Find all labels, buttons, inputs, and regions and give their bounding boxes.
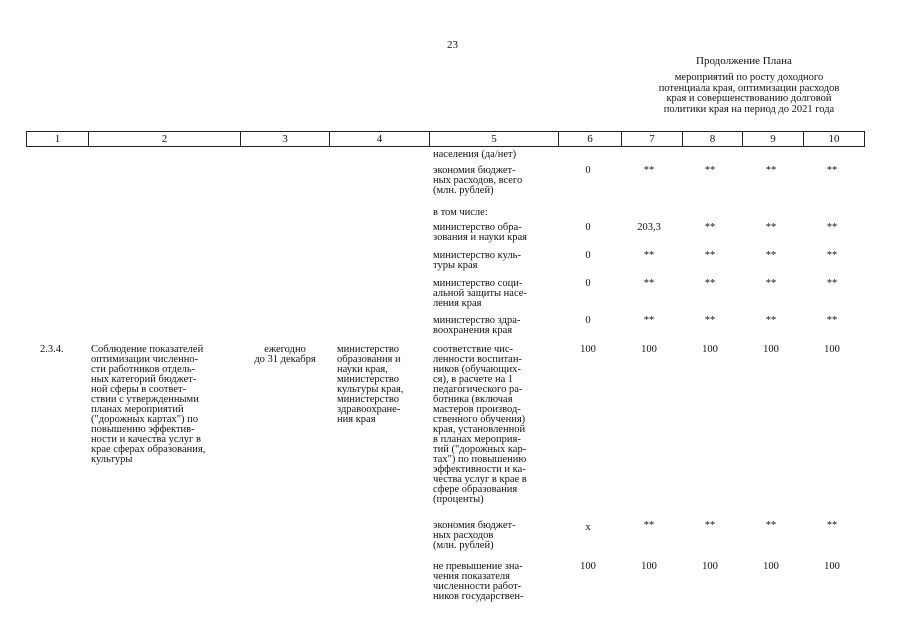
indicator-text	[433, 150, 516, 160]
indicator-line: экономия бюджет-	[433, 165, 516, 176]
value-cell: 100	[824, 344, 840, 355]
indicator-line: ся), в расчете на 1	[433, 374, 514, 385]
value-cell: **	[826, 165, 838, 176]
value-cell: 0	[585, 250, 591, 261]
heading-line: края и совершенствованию долговой	[666, 93, 832, 104]
indicator-line: ных расходов	[433, 530, 494, 541]
value-cell: 100	[702, 561, 718, 572]
indicator-line: численности работ-	[433, 581, 522, 592]
heading-line: политики края на период до 2021 года	[663, 103, 835, 115]
value-cell: **	[826, 250, 838, 261]
indicator-line: педагогического ра-	[433, 384, 523, 395]
value-cell: 203,3	[637, 222, 661, 233]
measure-number: 2.3.4.	[40, 344, 64, 355]
value-cell: **	[704, 315, 716, 326]
measure-name-line: ствии с утвержденными	[91, 394, 199, 405]
indicator-line: соответствие чис-	[433, 344, 514, 355]
indicator-line: (млн. рублей)	[433, 185, 494, 196]
value-cell: 100	[580, 344, 596, 355]
column-header: 3	[241, 132, 330, 147]
indicator-line: экономия бюджет-	[433, 520, 516, 531]
column-header: 1	[27, 132, 89, 147]
column-header: 8	[683, 132, 743, 147]
indicator-line: населения (да/нет)	[433, 149, 517, 160]
indicator-text	[433, 521, 516, 551]
value-cell: 100	[641, 344, 657, 355]
responsible-line: ния края	[337, 414, 376, 425]
indicator-line: (млн. рублей)	[433, 540, 494, 551]
plan-heading	[627, 73, 871, 115]
measure-deadline	[243, 345, 327, 365]
column-header: 7	[622, 132, 683, 147]
indicator-line: ственного обучения)	[433, 414, 526, 425]
page-number: 23	[447, 39, 458, 51]
value-cell: 100	[763, 561, 779, 572]
indicator-line: края, установленной	[433, 424, 526, 435]
column-header: 10	[804, 132, 865, 147]
deadline-line: до 31 декабря	[254, 354, 316, 365]
value-cell: 100	[702, 344, 718, 355]
value-cell: 100	[763, 344, 779, 355]
heading-line: потенциала края, оптимизации расходов	[658, 82, 840, 94]
measure-name-line: крае сферах образования,	[91, 444, 206, 455]
column-header: 4	[330, 132, 430, 147]
column-header-row	[26, 131, 865, 147]
indicator-line: тий ("дорожных кар-	[433, 444, 527, 455]
indicator-line: сфере образования	[433, 484, 518, 495]
indicator-text	[433, 345, 527, 505]
indicator-text	[433, 562, 523, 602]
responsible-line: министерство	[337, 394, 400, 405]
measure-name-line: ("дорожных картах") по	[91, 414, 199, 425]
value-cell: **	[643, 250, 655, 261]
value-cell: 0	[585, 222, 591, 233]
indicator-line: чества услуг в крае в	[433, 474, 527, 485]
measure-name-line: повышению эффектив-	[91, 424, 195, 435]
value-cell: **	[643, 278, 655, 289]
value-cell: **	[765, 520, 777, 531]
value-cell: **	[704, 520, 716, 531]
value-cell: 0	[585, 315, 591, 326]
indicator-line: в планах мероприя-	[433, 434, 521, 445]
responsible-line: культуры края,	[337, 384, 404, 395]
value-cell: 100	[641, 561, 657, 572]
indicator-text	[433, 279, 527, 309]
value-cell: **	[643, 520, 655, 531]
indicator-line: ботника (включая	[433, 394, 513, 405]
indicator-line: в том числе:	[433, 207, 488, 218]
indicator-line: туры края	[433, 260, 478, 271]
measure-name-line: ной сферы в соответ-	[91, 384, 187, 395]
value-cell: **	[765, 165, 777, 176]
measure-name-line: оптимизации численно-	[91, 354, 199, 365]
indicator-text	[433, 166, 522, 196]
measure-name-line: культуры	[91, 454, 133, 465]
indicator-line: (проценты)	[433, 494, 484, 505]
indicator-line: министерство соци-	[433, 278, 523, 289]
responsible-line: министерство	[337, 374, 400, 385]
value-cell: **	[704, 165, 716, 176]
indicator-line: ников государствен-	[433, 591, 524, 602]
value-cell: **	[704, 222, 716, 233]
indicator-line: не превышение зна-	[433, 561, 523, 572]
value-cell: 100	[580, 561, 596, 572]
value-cell: **	[826, 315, 838, 326]
indicator-line: министерство куль-	[433, 250, 521, 261]
measure-name-line: планах мероприятий	[91, 404, 184, 415]
column-header: 2	[89, 132, 241, 147]
indicator-line: министерство обра-	[433, 222, 522, 233]
indicator-text	[433, 316, 520, 336]
measure-responsible	[337, 345, 403, 425]
indicator-line: альной защиты насе-	[433, 288, 527, 299]
indicator-line: воохранения края	[433, 325, 513, 336]
indicator-line: тах") по повышению	[433, 454, 527, 465]
value-cell: **	[826, 520, 838, 531]
measure-name	[91, 345, 205, 465]
value-cell: **	[643, 165, 655, 176]
deadline-line: ежегодно	[264, 344, 306, 355]
value-cell: 0	[585, 165, 591, 176]
column-header: 5	[430, 132, 559, 147]
indicator-line: ных расходов, всего	[433, 175, 523, 186]
indicator-line: министерство здра-	[433, 315, 521, 326]
value-cell: **	[765, 315, 777, 326]
measure-name-line: сти работников отдель-	[91, 364, 196, 375]
value-cell: **	[704, 278, 716, 289]
indicator-line: мастеров производ-	[433, 404, 521, 415]
indicator-text	[433, 251, 521, 271]
indicator-line: ления края	[433, 298, 482, 309]
indicator-line: ленности воспитан-	[433, 354, 522, 365]
indicator-text	[433, 208, 488, 218]
responsible-line: науки края,	[337, 364, 388, 375]
responsible-line: образования и	[337, 354, 401, 365]
indicator-line: зования и науки края	[433, 232, 527, 243]
indicator-line: эффективности и ка-	[433, 464, 526, 475]
measure-name-line: Соблюдение показателей	[91, 344, 204, 355]
value-cell: **	[765, 222, 777, 233]
value-cell: **	[826, 278, 838, 289]
value-cell: 100	[824, 561, 840, 572]
continuation-label: Продолжение Плана	[696, 55, 792, 67]
indicator-line: чения показателя	[433, 571, 510, 582]
value-cell: **	[765, 250, 777, 261]
measure-name-line: ности и качества услуг в	[91, 434, 201, 445]
indicator-text	[433, 223, 527, 243]
value-cell: **	[826, 222, 838, 233]
heading-line: мероприятий по росту доходного	[674, 72, 824, 83]
column-header: 6	[559, 132, 622, 147]
value-cell: x	[585, 522, 591, 533]
value-cell: **	[643, 315, 655, 326]
column-header: 9	[743, 132, 804, 147]
value-cell: **	[765, 278, 777, 289]
responsible-line: здравоохране-	[337, 404, 401, 415]
responsible-line: министерство	[337, 344, 400, 355]
indicator-line: ников (обучающих-	[433, 364, 521, 375]
measure-name-line: ных категорий бюджет-	[91, 374, 197, 385]
value-cell: **	[704, 250, 716, 261]
value-cell: 0	[585, 278, 591, 289]
